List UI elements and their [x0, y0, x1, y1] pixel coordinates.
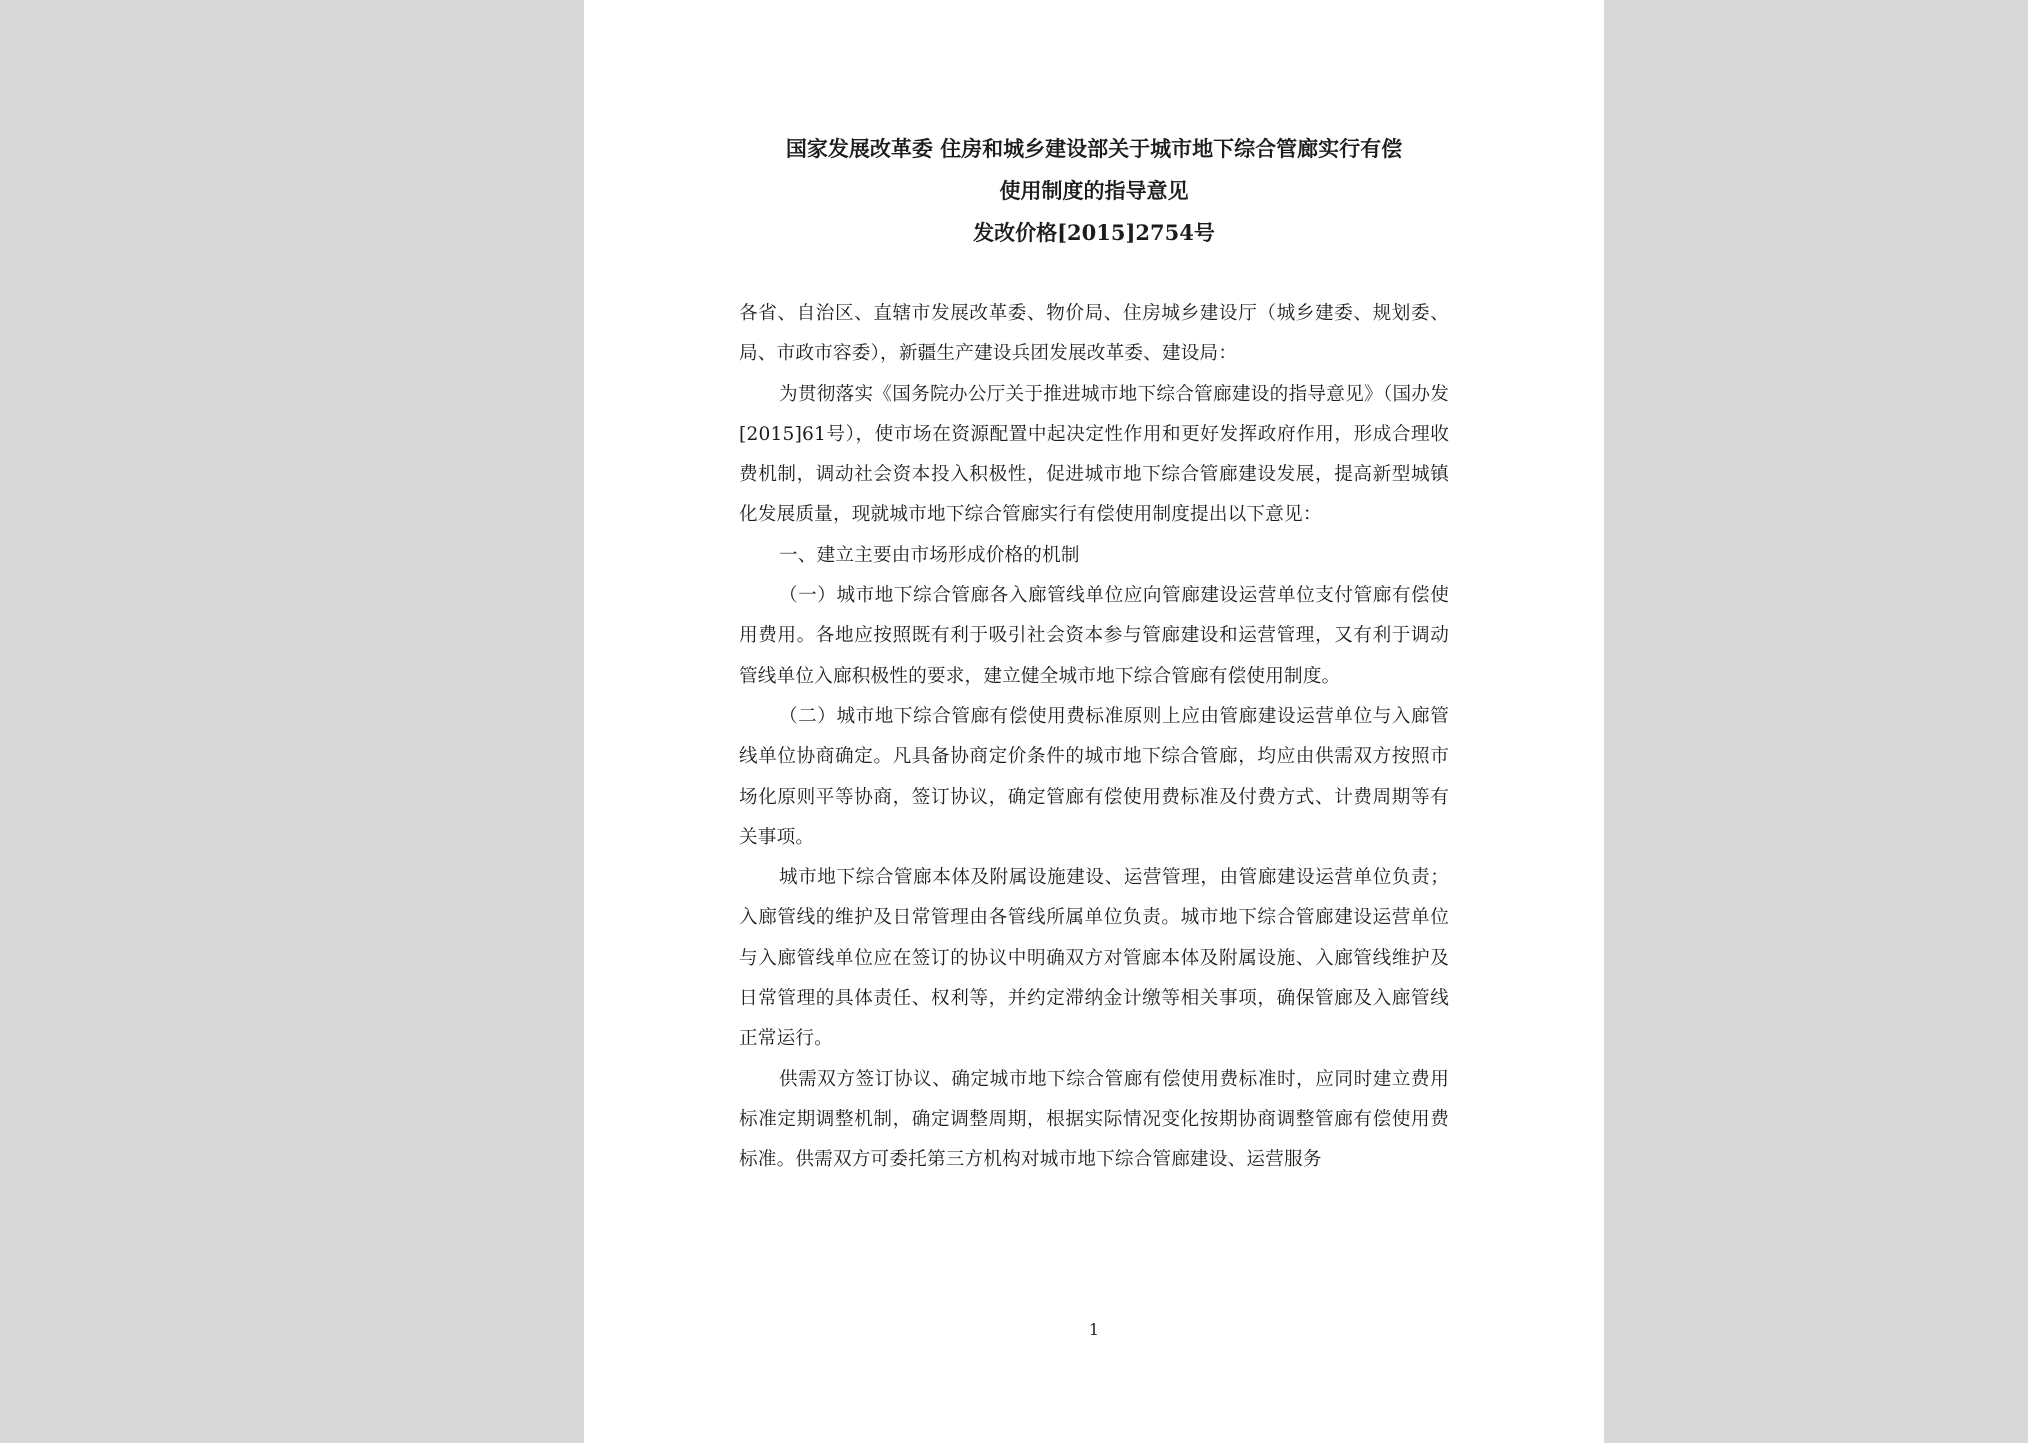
body-paragraph-adjustment: 供需双方签订协议、确定城市地下综合管廊有偿使用费标准时，应同时建立费用标准定期调整机制，确定调整周期，根据实际情况变化按期协商调整管廊有偿使用费标准。供需双方可委托第三方机构对城市地下综合管廊建设、运营服务	[739, 1068, 1449, 1171]
document-title-line-2: 使用制度的指导意见	[999, 178, 1189, 203]
body-paragraph-responsibility: 城市地下综合管廊本体及附属设施建设、运营管理，由管廊建设运营单位负责；入廊管线的维护及日常管理由各管线所属单位负责。城市地下综合管廊建设运营单位与入廊管线单位应在签订的协议中明确双方对管廊本体及附属设施、入廊管线维护及日常管理的具体责任、权利等，并约定滞纳金计缴等相关事项，确保管廊及入廊管线正常运行。	[739, 867, 1449, 1050]
body-paragraph-item-2: （二）城市地下综合管廊有偿使用费标准原则上应由管廊建设运营单位与入廊管线单位协商确定。凡具备协商定价条件的城市地下综合管廊，均应由供需双方按照市场化原则平等协商，签订协议，确定管廊有偿使用费标准及付费方式、计费周期等有关事项。	[739, 705, 1449, 848]
document-title-line-1: 国家发展改革委 住房和城乡建设部关于城市地下综合管廊实行有偿	[785, 136, 1403, 161]
addressee-paragraph: 各省、自治区、直辖市发展改革委、物价局、住房城乡建设厅（城乡建委、规划委、局、市政市容委），新疆生产建设兵团发展改革委、建设局：	[739, 303, 1449, 365]
section-heading-1: 一、建立主要由市场形成价格的机制	[778, 544, 1080, 566]
document-number: 发改价格[2015]2754号	[973, 220, 1215, 245]
document-page	[584, 0, 1604, 1443]
body-paragraph-item-1: （一）城市地下综合管廊各入廊管线单位应向管廊建设运营单位支付管廊有偿使用费用。各地应按照既有利于吸引社会资本参与管廊建设和运营管理，又有利于调动管线单位入廊积极性的要求，建立健全城市地下综合管廊有偿使用制度。	[739, 585, 1449, 687]
page-number: 1	[1088, 1320, 1100, 1339]
body-paragraph-intro: 为贯彻落实《国务院办公厅关于推进城市地下综合管廊建设的指导意见》（国办发[2015]61号），使市场在资源配置中起决定性作用和更好发挥政府作用，形成合理收费机制，调动社会资本投入积极性，促进城市地下综合管廊建设发展，提高新型城镇化发展质量，现就城市地下综合管廊实行有偿使用制度提出以下意见：	[739, 383, 1449, 526]
page-content	[739, 128, 1449, 1181]
